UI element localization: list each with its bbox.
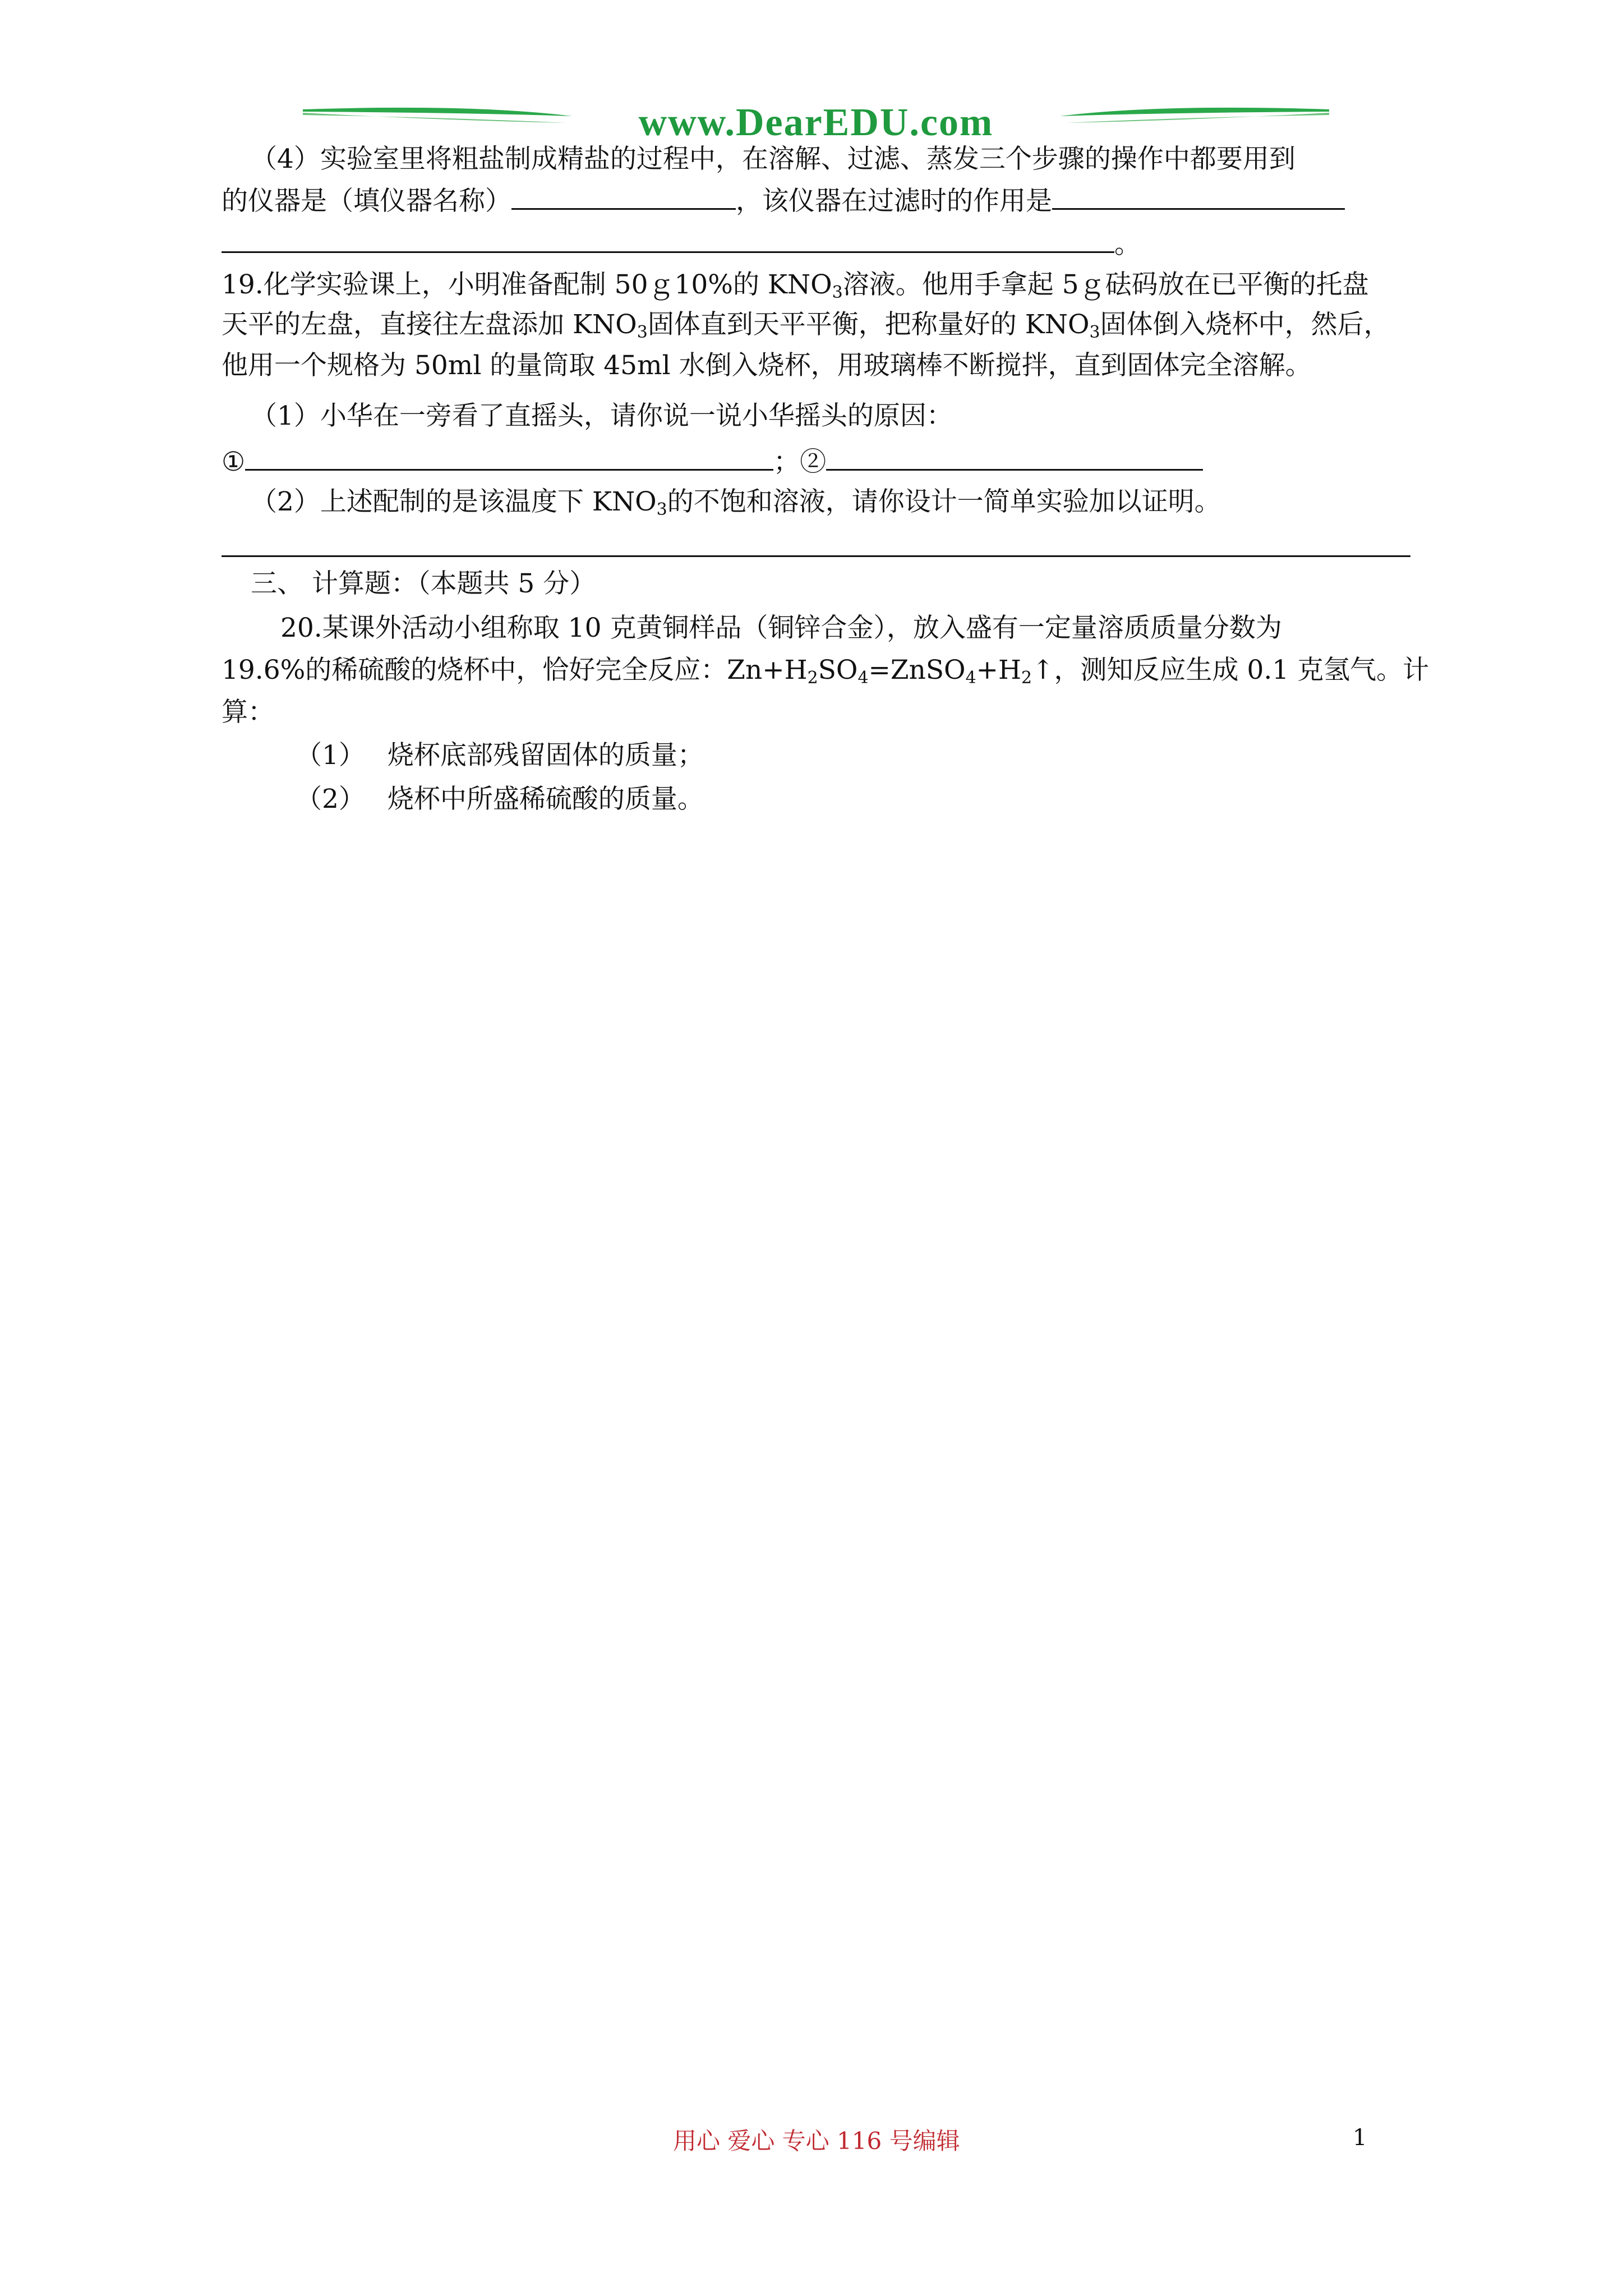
circled-number-1: ① — [222, 447, 246, 477]
q20-line2-d: +H — [976, 655, 1022, 685]
answer-blank-reason-2[interactable] — [826, 444, 1203, 471]
q20-item-2 — [296, 783, 704, 816]
header-banner — [303, 98, 1329, 149]
q19-line2-b: 固体直到天平平衡，把称量好的 KNO — [647, 309, 1090, 340]
q19-sub1: （1）小华在一旁看了直摇头，请你说一说小华摇头的原因： — [251, 401, 953, 431]
q19-sub1-answers — [222, 444, 1203, 479]
header-brand-text: www.DearEDU.com — [638, 101, 994, 144]
q19-sub2-b: 的不饱和溶液，请你设计一简单实验加以证明。 — [667, 486, 1221, 517]
q18-4-line3 — [222, 227, 1141, 261]
footer-text: 用心 爱心 专心 116 号编辑 — [673, 2127, 960, 2155]
q18-4-line1: （4）实验室里将粗盐制成精盐的过程中，在溶解、过滤、蒸发三个步骤的操作中都要用到 — [251, 144, 1295, 174]
q20-line3: 算： — [222, 697, 274, 728]
item-text: 烧杯中所盛稀硫酸的质量。 — [387, 784, 704, 815]
q19-line2 — [222, 308, 1390, 342]
subscript-3: 3 — [1089, 323, 1100, 342]
subscript-3: 3 — [832, 283, 843, 302]
subscript-4: 4 — [965, 668, 976, 688]
q18-4-line3-end: 。 — [1114, 229, 1141, 260]
section3-title: 三、 计算题：（本题共 5 分） — [251, 568, 596, 599]
subscript-3: 3 — [637, 323, 648, 342]
q18-4-line2 — [222, 183, 1345, 218]
answer-blank-function-part1[interactable] — [1052, 183, 1345, 210]
page-number: 1 — [1353, 2125, 1367, 2151]
q19-line1-a: 19.化学实验课上，小明准备配制 50ｇ10%的 KNO — [222, 269, 832, 300]
item-number: （2） — [296, 784, 365, 815]
q20-line2 — [222, 654, 1429, 687]
q19-line1-b: 溶液。他用手拿起 5ｇ砝码放在已平衡的托盘 — [842, 269, 1369, 300]
q20-line2-b: SO — [818, 655, 858, 685]
q19-line1 — [222, 268, 1369, 302]
item-number: （1） — [296, 740, 365, 771]
answer-line-experiment[interactable] — [222, 555, 1410, 557]
answer-separator: ；② — [773, 447, 827, 477]
subscript-2: 2 — [1021, 668, 1032, 688]
answer-blank-function-part2[interactable] — [222, 227, 1114, 253]
q20-item-1 — [296, 739, 704, 772]
q19-sub2-a: （2）上述配制的是该温度下 KNO — [251, 486, 657, 517]
subscript-3: 3 — [656, 500, 667, 519]
q20-line1: 20.某课外活动小组称取 10 克黄铜样品（铜锌合金），放入盛有一定量溶质质量分数为 — [280, 613, 1282, 643]
q19-sub2 — [251, 485, 1221, 519]
q19-line3: 他用一个规格为 50ml 的量筒取 45ml 水倒入烧杯，用玻璃棒不断搅拌，直到固体完全溶解。 — [222, 350, 1312, 381]
item-text: 烧杯底部残留固体的质量； — [387, 740, 704, 771]
q20-line2-e: ↑，测知反应生成 0.1 克氢气。计 — [1032, 655, 1430, 685]
answer-blank-instrument[interactable] — [511, 183, 736, 210]
subscript-2: 2 — [807, 668, 818, 688]
subscript-4: 4 — [857, 668, 869, 688]
answer-blank-reason-1[interactable] — [245, 444, 773, 471]
q18-4-line2-b: ，该仪器在过滤时的作用是 — [736, 186, 1052, 217]
q19-line2-a: 天平的左盘，直接往左盘添加 KNO — [222, 309, 637, 340]
q20-line2-c: =ZnSO — [868, 655, 966, 685]
q18-4-line2-a: 的仪器是（填仪器名称） — [222, 186, 511, 217]
q19-line2-c: 固体倒入烧杯中，然后， — [1100, 309, 1390, 340]
q20-line2-a: 19.6%的稀硫酸的烧杯中，恰好完全反应：Zn+H — [222, 655, 808, 685]
